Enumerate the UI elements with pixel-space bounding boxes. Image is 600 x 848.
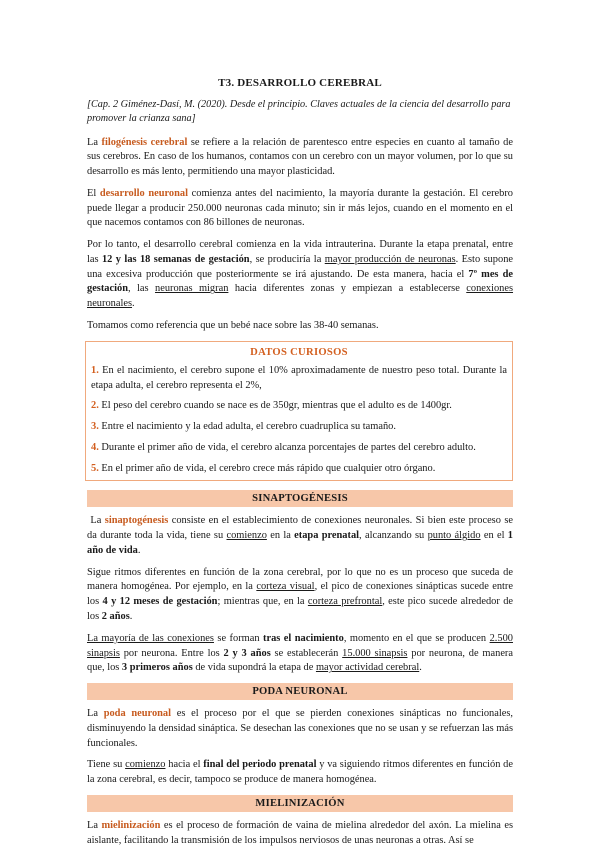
paragraph-mielinizacion-def: La mielinización es el proceso de formación de vaina de mielina alrededor del axón. La mielina es aislante, facilitando la transmisión de los impulsos nerviosos de unas neuronas a otras. Así se <box>87 819 513 846</box>
page-title: T3. DESARROLLO CEREBRAL <box>218 77 382 89</box>
paragraph-filogenesis: La filogénesis cerebral se refiere a la relación de parentesco entre especies en cuanto al tamaño de sus cerebros. En caso de los humanos, contamos con un cerebro con un mayor volumen, por lo que su desarrollo es más lento, permitiendo una mayor plasticidad. <box>87 136 513 178</box>
paragraph-referencia: Tomamos como referencia que un bebé nace sobre las 38-40 semanas. <box>87 320 379 331</box>
fact-item: 5. En el primer año de vida, el cerebro crece más rápido que cualquier otro órgano. <box>91 462 436 474</box>
paragraph-desarrollo-neuronal: El desarrollo neuronal comienza antes del nacimiento, la mayoría durante la gestación. El cerebro puede llegar a producir 250.000 neuronas cada minuto; sin ir más lejos, cuando en el momento en el que nacemos contamos con 86 billones de neuronas. <box>87 187 513 229</box>
term-poda-neuronal: poda neuronal <box>103 708 172 720</box>
paragraph-poda-def: La poda neuronal es el proceso por el que se pierden conexiones sinápticas no funcionales, disminuyendo la densidad sináptica. Se desechan las conexiones que no se usan y se refuerzan las más funcionales. <box>87 708 513 749</box>
term-desarrollo-neuronal: desarrollo neuronal <box>99 187 188 199</box>
fact-item: 1. En el nacimiento, el cerebro supone el 10% aproximadamente de nuestro peso total. Durante la etapa adulta, el cerebro representa el 2%, <box>91 364 507 391</box>
paragraph-sinaptogenesis-def: La sinaptogénesis consiste en el establecimiento de conexiones neuronales. Si bien este proceso se da durante toda la vida, tiene su comienzo en la etapa prenatal, alcanzando su punto álgido en el 1 año de vida. <box>87 515 513 556</box>
datos-curiosos-box <box>85 341 513 482</box>
datos-curiosos-title: DATOS CURIOSOS <box>250 346 348 358</box>
fact-item: 2. El peso del cerebro cuando se nace es de 350gr, mientras que el adulto es de 1400gr. <box>91 400 452 412</box>
fact-item: 3. Entre el nacimiento y la edad adulta, el cerebro cuadruplica su tamaño. <box>91 421 396 433</box>
citation: [Cap. 2 Giménez-Dasí, M. (2020). Desde el principio. Claves actuales de la ciencia del desarrollo para promover la crianza sana] <box>87 98 511 125</box>
paragraph-poda-comienzo: Tiene su comienzo hacia el final del periodo prenatal y va siguiendo ritmos diferentes en función de la zona cerebral, es decir, tampoco se produce de manera homogénea. <box>87 759 513 786</box>
fact-item: 4. Durante el primer año de vida, el cerebro alcanza porcentajes de partes del cerebro adulto. <box>91 441 476 453</box>
term-mielinizacion: mielinización <box>101 819 161 831</box>
paragraph-sinaptogenesis-ritmos: Sigue ritmos diferentes en función de la zona cerebral, por lo que no es un proceso que suceda de manera homogénea. Por ejemplo, en la corteza visual, el pico de conexiones sinápticas sucede entre los 4 y 12 meses de gestación; mientras que, en la corteza prefrontal, este pico sucede alrededor de los 2 años. <box>87 566 514 623</box>
paragraph-sinaptogenesis-conexiones: La mayoría de las conexiones se forman tras el nacimiento, momento en el que se producen 2.500 sinapsis por neurona. Entre los 2 y 3 años se establecerán 15.000 sinapsis por neurona, de manera que, los 3 primeros años de vida supondrá la etapa de mayor actividad cerebral. <box>87 632 513 674</box>
term-filogenesis: filogénesis cerebral <box>101 136 188 148</box>
section-header-sinaptogenesis: SINAPTOGÉNESIS <box>87 490 513 507</box>
term-sinaptogenesis: sinaptogénesis <box>104 515 169 527</box>
section-header-poda: PODA NEURONAL <box>87 683 513 700</box>
paragraph-vida-intrauterina: Por lo tanto, el desarrollo cerebral comienza en la vida intrauterina. Durante la etapa prenatal, entre las 12 y las 18 semanas de gestación, se produciría la mayor producción de neuronas. Esto supone una excesiva producción que posteriormente se irá ajustando. De esta manera, hacia el 7º mes de gestación, las neuronas migran hacia diferentes zonas y empiezan a establecerse conexiones neuronales. <box>87 239 514 310</box>
section-header-mielinizacion: MIELINIZACIÓN <box>87 795 513 812</box>
